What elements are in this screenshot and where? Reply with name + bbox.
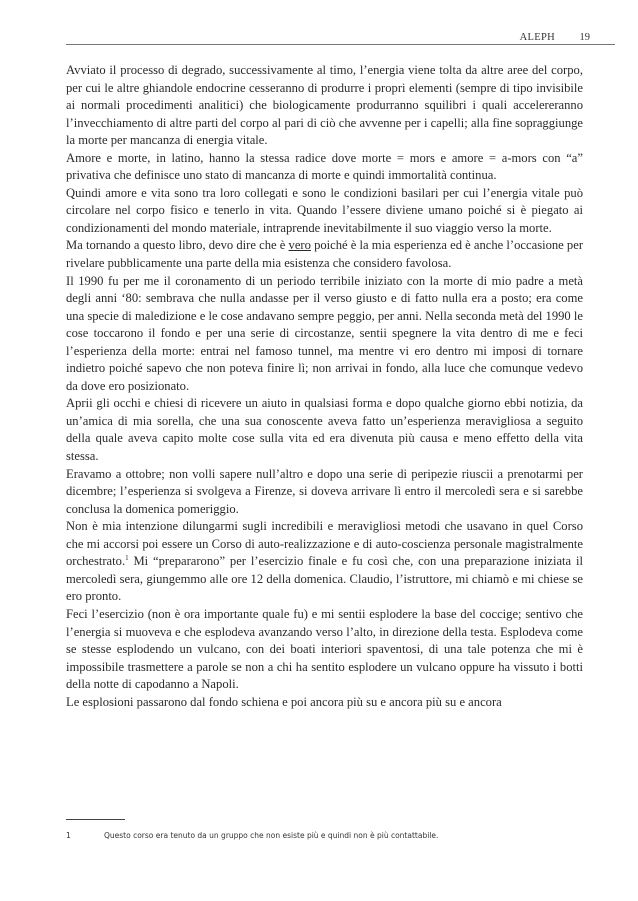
footnote-text: Questo corso era tenuto da un gruppo che non esiste più e quindi non è più contattabile. [104,831,439,840]
paragraph-1: Avviato il processo di degrado, successivamente al timo, l’energia viene tolta da altre aree del corpo, per cui le altre ghiandole endocrine cesseranno di produrre i propri elementi (sempre di tipo invisibile ai normali procedimenti analitici) che biologicamente produrranno squilibri i quali accelereranno l’invecchiamento di altre parti del corpo al pari di ciò che avvenne per i capelli; alla fine sopraggiunge la morte per mancanza di energia vitale. [66,63,583,148]
paragraph-8-start: Non è mia intenzione dilungarmi sugli incredibili e meravigliosi metodi che usavano in quel Corso che mi accorsi poi essere un Corso di auto-realizzazione e di auto-coscienza personale magistralmente orchestrato. [66,519,583,569]
paragraph-2: Amore e morte, in latino, hanno la stessa radice dove morte = mors e amore = a-mors con “a” privativa che definisce uno stato di mancanza di morte e quindi immortalità continua. [66,150,583,183]
paragraph-10: Le esplosioni passarono dal fondo schiena e poi ancora più su e ancora più su e ancora [66,694,502,709]
footnote-number: 1 [66,831,71,840]
running-header [66,32,615,45]
paragraph-8 [66,518,583,606]
paragraph-7: Eravamo a ottobre; non volli sapere null’altro e dopo una serie di peripezie riuscii a prenotarmi per dicembre; l’esperienza si svolgeva a Firenze, si doveva arrivare lì entro il mercoledì sera e si sarebbe conclusa la domenica pomeriggio. [66,466,583,516]
page-number: 19 [579,32,590,43]
paragraph-5: Il 1990 fu per me il coronamento di un periodo terribile iniziato con la morte di mio padre a metà degli anni ‘80: sembrava che nulla andasse per il verso giusto e di fatto nulla era a posto; era come una specie di maledizione e le cose andavano sempre peggio, per anni. Nella seconda metà del 1990 le cose toccarono il fondo e per una serie di circostanze, sentii spegnere la vita dentro di me e feci l’esperienza della morte: entrai nel famoso tunnel, ma mentre vi ero dentro mi imposi di tornare indietro poiché sapevo che non poteva finire lì; non arrivai in fondo, alla luce che comunque vedevo da dove ero posizionato. [66,273,583,393]
paragraph-3: Quindi amore e vita sono tra loro collegati e sono le condizioni basilari per cui l’energia vitale può circolare nel corpo fisico e tenerlo in vita. Quando l’essere diviene umano poiché si è piegato ai condizionamenti del mondo materiale, intraprende inevitabilmente il suo viaggio verso la morte. [66,185,583,235]
header-title: ALEPH [519,32,555,43]
paragraph-9: Feci l’esercizio (non è ora importante quale fu) e mi sentii esplodere la base del coccige; sentivo che l’energia si muoveva e che esplodeva avanzando verso l’alto, in direzione della testa. Esplodeva come se stesse esplodendo un vulcano, con dei boati interiori spaventosi, di una tale potenza che mi è impossibile trasmettere a parole se non a chi ha sentito esplodere un vulcano oppure ha vissuto i botti della notte di capodanno a Napoli. [66,606,583,692]
footnote-reference[interactable]: 1 [125,554,129,563]
footnote [66,831,583,840]
paragraph-4-end: poiché è la mia esperienza ed è anche l’occasione per rivelare pubblicamente una parte della mia esistenza che considero favolosa. [66,238,584,271]
underlined-word: vero [288,238,311,253]
paragraph-6: Aprii gli occhi e chiesi di ricevere un aiuto in qualsiasi forma e dopo qualche giorno ebbi notizia, da un’amica di mia sorella, che una sua conoscente aveva fatto un’esperienza meravigliosa a seguito della quale aveva capito molte cose sulla vita ed era divenuta più causa e meno effetto della vita stessa. [66,396,583,464]
paragraph-4-start: Ma tornando a questo libro, devo dire che è [66,238,289,253]
footnote-divider [66,819,125,820]
paragraph-4 [66,237,583,272]
body-text [66,62,583,711]
paragraph-8-end: Mi “prepararono” per l’esercizio finale e fu così che, con una preparazione iniziata il mercoledì sera, giungemmo alle ore 12 della domenica. Claudio, l’istruttore, mi chiamò e mi chiese se ero pronto. [66,554,583,604]
